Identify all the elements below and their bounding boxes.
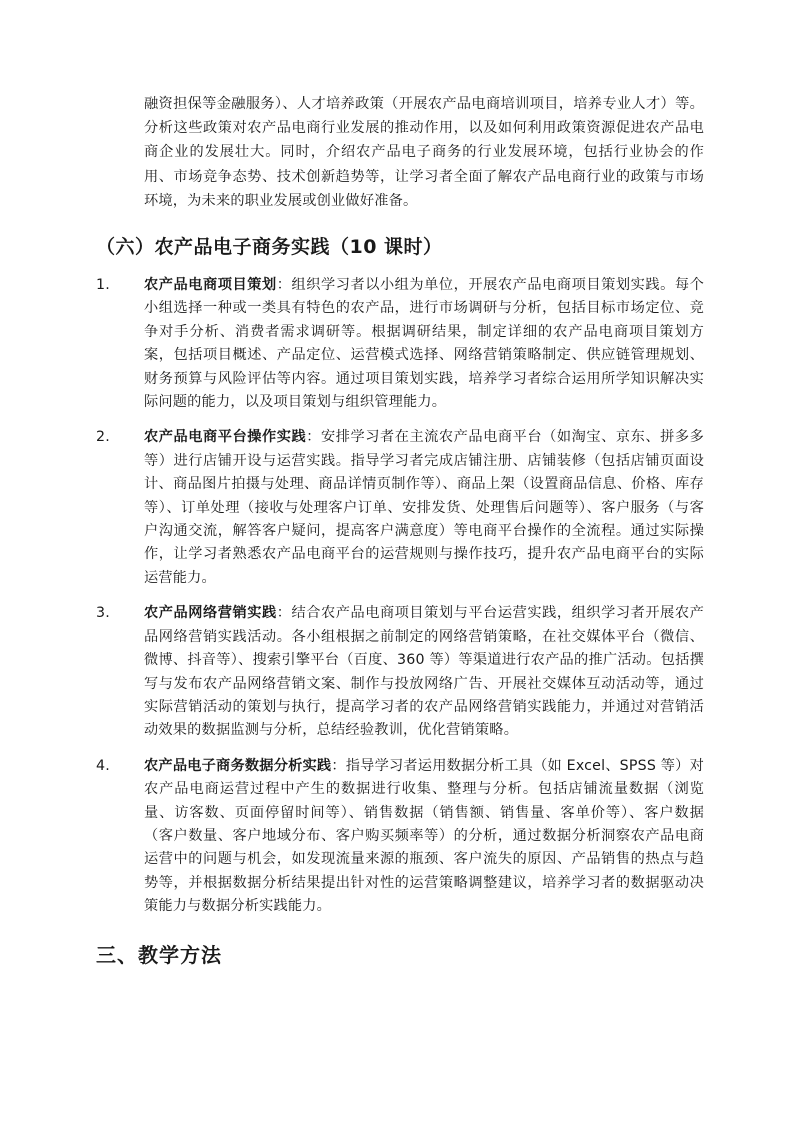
list-item-body: ：指导学习者运用数据分析工具（如 Excel、SPSS 等）对农产品电商运营过程中产生的数据进行收集、整理与分析。包括店铺流量数据（浏览量、访客数、页面停留时间等）、销售数据（销售额、销售量、客单价等）、客户数据（客户数量、客户地域分布、客户购买频率等）的分析，通过数据分析洞察农产品电商运营中的问题与机会，如发现流量来源的瓶颈、客户流失的原因、产品销售的热点与趋势等，并根据数据分析结果提出针对性的运营策略调整建议，培养学习者的数据驱动决策能力与数据分析实践能力。 [144,757,704,915]
list-item-number: 4. [96,757,110,774]
list-item-title: 农产品网络营销实践 [144,605,277,622]
list-item-body: ：结合农产品电商项目策划与平台运营实践，组织学习者开展农产品网络营销实践活动。各小组根据之前制定的网络营销策略，在社交媒体平台（微信、微博、抖音等）、搜索引擎平台（百度、360 等）等渠道进行农产品的推广活动。包括撰写与发布农产品网络营销文案、制作与投放网络广告、开展社交媒体互动活动等，通过实际营销活动的策划与执行，提高学习者的农产品网络营销实践能力，并通过对营销活动效果的数据监测与分析，总结经验教训，优化营销策略。 [144,605,704,739]
list-item-body: ：安排学习者在主流农产品电商平台（如淘宝、京东、拼多多等）进行店铺开设与运营实践。指导学习者完成店铺注册、店铺装修（包括店铺页面设计、商品图片拍摄与处理、商品详情页制作等）、商品上架（设置商品信息、价格、库存等）、订单处理（接收与处理客户订单、安排发货、处理售后问题等）、客户服务（与客户沟通交流，解答客户疑问，提高客户满意度）等电商平台操作的全流程。通过实际操作，让学习者熟悉农产品电商平台的运营规则与操作技巧，提升农产品电商平台的实际运营能力。 [144,429,705,586]
list-item-number: 1. [96,277,110,293]
list-item [96,274,704,414]
section-heading: （六）农产品电子商务实践（10 课时） [96,236,443,258]
list-item-title: 农产品电子商务数据分析实践 [144,757,332,774]
practice-list [96,274,704,931]
chapter-heading: 三、教学方法 [96,943,222,967]
list-item-number: 2. [96,429,110,446]
list-item [96,755,704,919]
list-item [96,426,704,590]
list-item-title: 农产品电商项目策划 [144,277,277,293]
intro-paragraph: 融资担保等金融服务）、人才培养政策（开展农产品电商培训项目，培养专业人才）等。分析这些政策对农产品电商行业发展的推动作用，以及如何利用政策资源促进农产品电商企业的发展壮大。同时，介绍农产品电子商务的行业发展环境，包括行业协会的作用、市场竞争态势、技术创新趋势等，让学习者全面了解农产品电商行业的政策与市场环境，为未来的职业发展或创业做好准备。 [144,96,704,209]
list-item-number: 3. [96,605,110,622]
list-item [96,602,704,742]
list-item-title: 农产品电商平台操作实践 [144,429,307,446]
list-item-body: ：组织学习者以小组为单位，开展农产品电商项目策划实践。每个小组选择一种或一类具有特色的农产品，进行市场调研与分析，包括目标市场定位、竞争对手分析、消费者需求调研等。根据调研结果，制定详细的农产品电商项目策划方案，包括项目概述、产品定位、运营模式选择、网络营销策略制定、供应链管理规划、财务预算与风险评估等内容。通过项目策划实践，培养学习者综合运用所学知识解决实际问题的能力，以及项目策划与组织管理能力。 [144,277,704,411]
